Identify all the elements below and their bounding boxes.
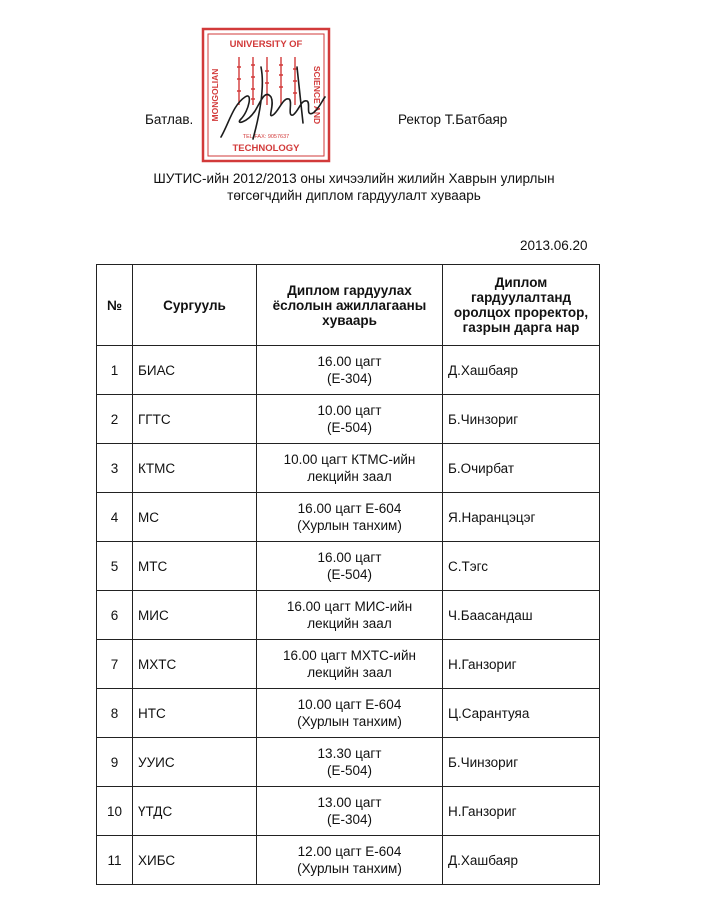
seal-top-text: UNIVERSITY OF — [229, 39, 303, 50]
schedule-time: 10.00 цагт Е-604 — [297, 697, 402, 712]
schedule-table — [96, 264, 600, 885]
seal-bottom-text: TECHNOLOGY — [232, 143, 300, 154]
schedule-cell — [257, 444, 443, 493]
schedule-time: 16.00 цагт — [317, 550, 382, 565]
approve-label: Батлав. — [145, 112, 194, 127]
official-name: Я.Наранцэцэг — [443, 493, 600, 542]
school-name: МИС — [133, 591, 257, 640]
schedule-time: 12.00 цагт Е-604 — [297, 844, 402, 859]
table-row — [97, 542, 600, 591]
seal-right-text: SCIENCE AND — [312, 65, 322, 125]
row-number: 3 — [97, 444, 133, 493]
table-row — [97, 395, 600, 444]
row-number: 6 — [97, 591, 133, 640]
official-name: Д.Хашбаяр — [443, 836, 600, 885]
table-row — [97, 689, 600, 738]
schedule-location: (Е-304) — [326, 371, 372, 386]
schedule-location: лекцийн заал — [307, 616, 392, 631]
row-number: 10 — [97, 787, 133, 836]
schedule-location: (Хурлын танхим) — [297, 714, 402, 729]
school-name: МХТС — [133, 640, 257, 689]
document-date: 2013.06.20 — [520, 238, 588, 253]
header-schedule: Диплом гардуулах ёслолын ажиллагааны хуваарь — [257, 265, 443, 346]
schedule-time: 13.30 цагт — [317, 746, 382, 761]
school-name: УУИС — [133, 738, 257, 787]
row-number: 7 — [97, 640, 133, 689]
schedule-cell — [257, 836, 443, 885]
official-name: Б.Чинзориг — [443, 395, 600, 444]
header-school: Сургууль — [133, 265, 257, 346]
school-name: КТМС — [133, 444, 257, 493]
row-number: 5 — [97, 542, 133, 591]
seal-left-text: MONGOLIAN — [210, 68, 220, 122]
school-name: ГГТС — [133, 395, 257, 444]
schedule-cell — [257, 787, 443, 836]
schedule-cell — [257, 346, 443, 395]
schedule-cell — [257, 493, 443, 542]
official-name: Ч.Баасандаш — [443, 591, 600, 640]
header-number: № — [97, 265, 133, 346]
table-row — [97, 738, 600, 787]
table-row — [97, 444, 600, 493]
school-name: ХИБС — [133, 836, 257, 885]
title-line-2: төгсөгчдийн диплом гардуулалт хуваарь — [227, 188, 481, 203]
school-name: МС — [133, 493, 257, 542]
header-officials: Диплом гардуулалтанд оролцох проректор, газрын дарга нар — [443, 265, 600, 346]
seal-phone-text: TEL/FAX: 9057637 — [242, 134, 290, 140]
table-row — [97, 591, 600, 640]
schedule-time: 16.00 цагт — [317, 354, 382, 369]
schedule-location: (Е-504) — [326, 763, 372, 778]
schedule-time: 16.00 цагт Е-604 — [297, 501, 402, 516]
row-number: 8 — [97, 689, 133, 738]
official-name: Ц.Сарантуяа — [443, 689, 600, 738]
row-number: 2 — [97, 395, 133, 444]
row-number: 1 — [97, 346, 133, 395]
schedule-location: (Е-504) — [326, 567, 372, 582]
table-row — [97, 640, 600, 689]
schedule-time: 16.00 цагт МИС-ийн — [286, 599, 413, 614]
schedule-time: 13.00 цагт — [317, 795, 382, 810]
official-name: Н.Ганзориг — [443, 787, 600, 836]
schedule-cell — [257, 591, 443, 640]
schedule-location: (Хурлын танхим) — [297, 861, 402, 876]
official-name: Д.Хашбаяр — [443, 346, 600, 395]
seal-script-marks — [237, 57, 297, 105]
schedule-location: лекцийн заал — [307, 665, 392, 680]
table-row — [97, 787, 600, 836]
school-name: МТС — [133, 542, 257, 591]
school-name: НТС — [133, 689, 257, 738]
official-name: Н.Ганзориг — [443, 640, 600, 689]
official-name: Б.Чинзориг — [443, 738, 600, 787]
schedule-cell — [257, 542, 443, 591]
table-row — [97, 493, 600, 542]
schedule-location: (Е-304) — [326, 812, 372, 827]
signature — [221, 67, 325, 139]
official-name: С.Тэгс — [443, 542, 600, 591]
schedule-cell — [257, 689, 443, 738]
row-number: 11 — [97, 836, 133, 885]
school-name: БИАС — [133, 346, 257, 395]
schedule-cell — [257, 395, 443, 444]
schedule-time: 10.00 цагт КТМС-ийн — [283, 452, 416, 467]
table-row — [97, 836, 600, 885]
school-name: ҮТДС — [133, 787, 257, 836]
table-header-row — [97, 265, 600, 346]
schedule-time: 10.00 цагт — [317, 403, 382, 418]
row-number: 4 — [97, 493, 133, 542]
row-number: 9 — [97, 738, 133, 787]
schedule-time: 16.00 цагт МХТС-ийн — [283, 648, 416, 663]
schedule-location: лекцийн заал — [307, 469, 392, 484]
rector-name: Ректор Т.Батбаяр — [398, 112, 508, 127]
schedule-location: (Е-504) — [326, 420, 372, 435]
document-title — [100, 170, 608, 204]
schedule-cell — [257, 640, 443, 689]
official-name: Б.Очирбат — [443, 444, 600, 493]
schedule-location: (Хурлын танхим) — [297, 518, 402, 533]
title-line-1: ШУТИС-ийн 2012/2013 оны хичээлийн жилийн Хаврын улирлын — [153, 171, 555, 186]
schedule-cell — [257, 738, 443, 787]
university-seal-stamp — [201, 27, 331, 163]
table-row — [97, 346, 600, 395]
